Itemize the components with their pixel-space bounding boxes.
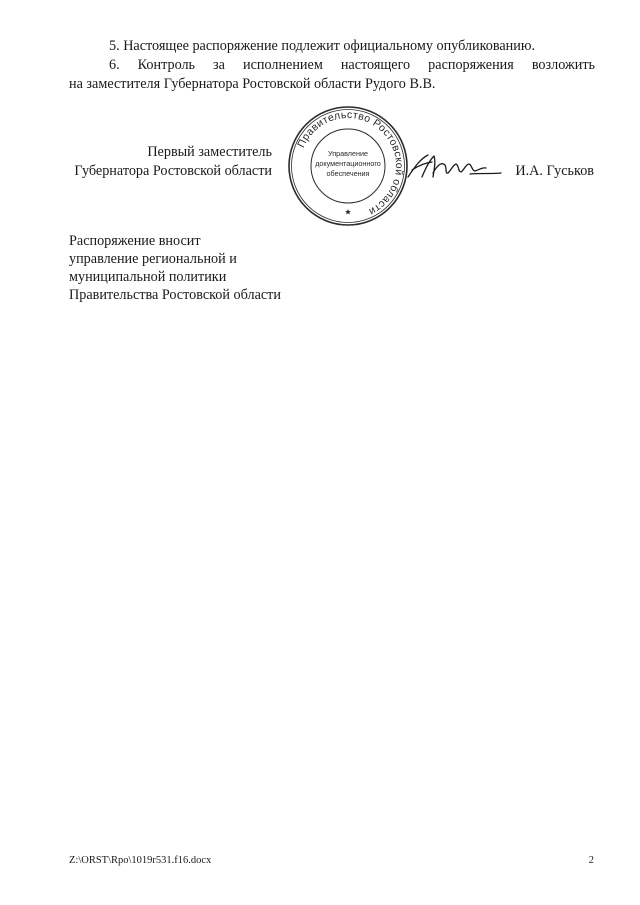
introduced-by-line-1: Распоряжение вносит [69,233,201,249]
paragraph-item-5: 5. Настоящее распоряжение подлежит официальному опубликованию. [109,38,536,54]
seal-star-icon [345,209,351,215]
handwritten-signature [404,150,504,184]
paragraph-item-6-line-2: на заместителя Губернатора Ростовской области Рудого В.В. [69,76,436,92]
paragraph-item-6 [69,56,595,94]
signer-position [60,143,272,181]
signer-name: И.А. Гуськов [515,163,594,179]
seal-ring-text: Правительство Ростовской области [295,108,406,218]
introduced-by-line-3: муниципальной политики [69,269,227,285]
seal-inner-line-3: обеспечения [326,169,370,178]
introduced-by-line-4: Правительства Ростовской области [69,287,281,303]
official-seal [286,104,410,228]
introduced-by-line-2: управление региональной и [69,251,237,267]
signer-position-line-2: Губернатора Ростовской области [74,163,272,179]
introduced-by-block [69,232,369,304]
paragraph-item-6-line-1: 6. Контроль за исполнением настоящего распоряжения возложить [109,57,595,73]
signer-position-line-1: Первый заместитель [147,144,272,160]
seal-inner-line-2: документационного [315,159,381,168]
footer-file-path: Z:\ORST\Rpo\1019r531.f16.docx [69,855,212,866]
seal-inner-line-1: Управление [328,149,368,158]
footer-page-number: 2 [588,855,594,866]
